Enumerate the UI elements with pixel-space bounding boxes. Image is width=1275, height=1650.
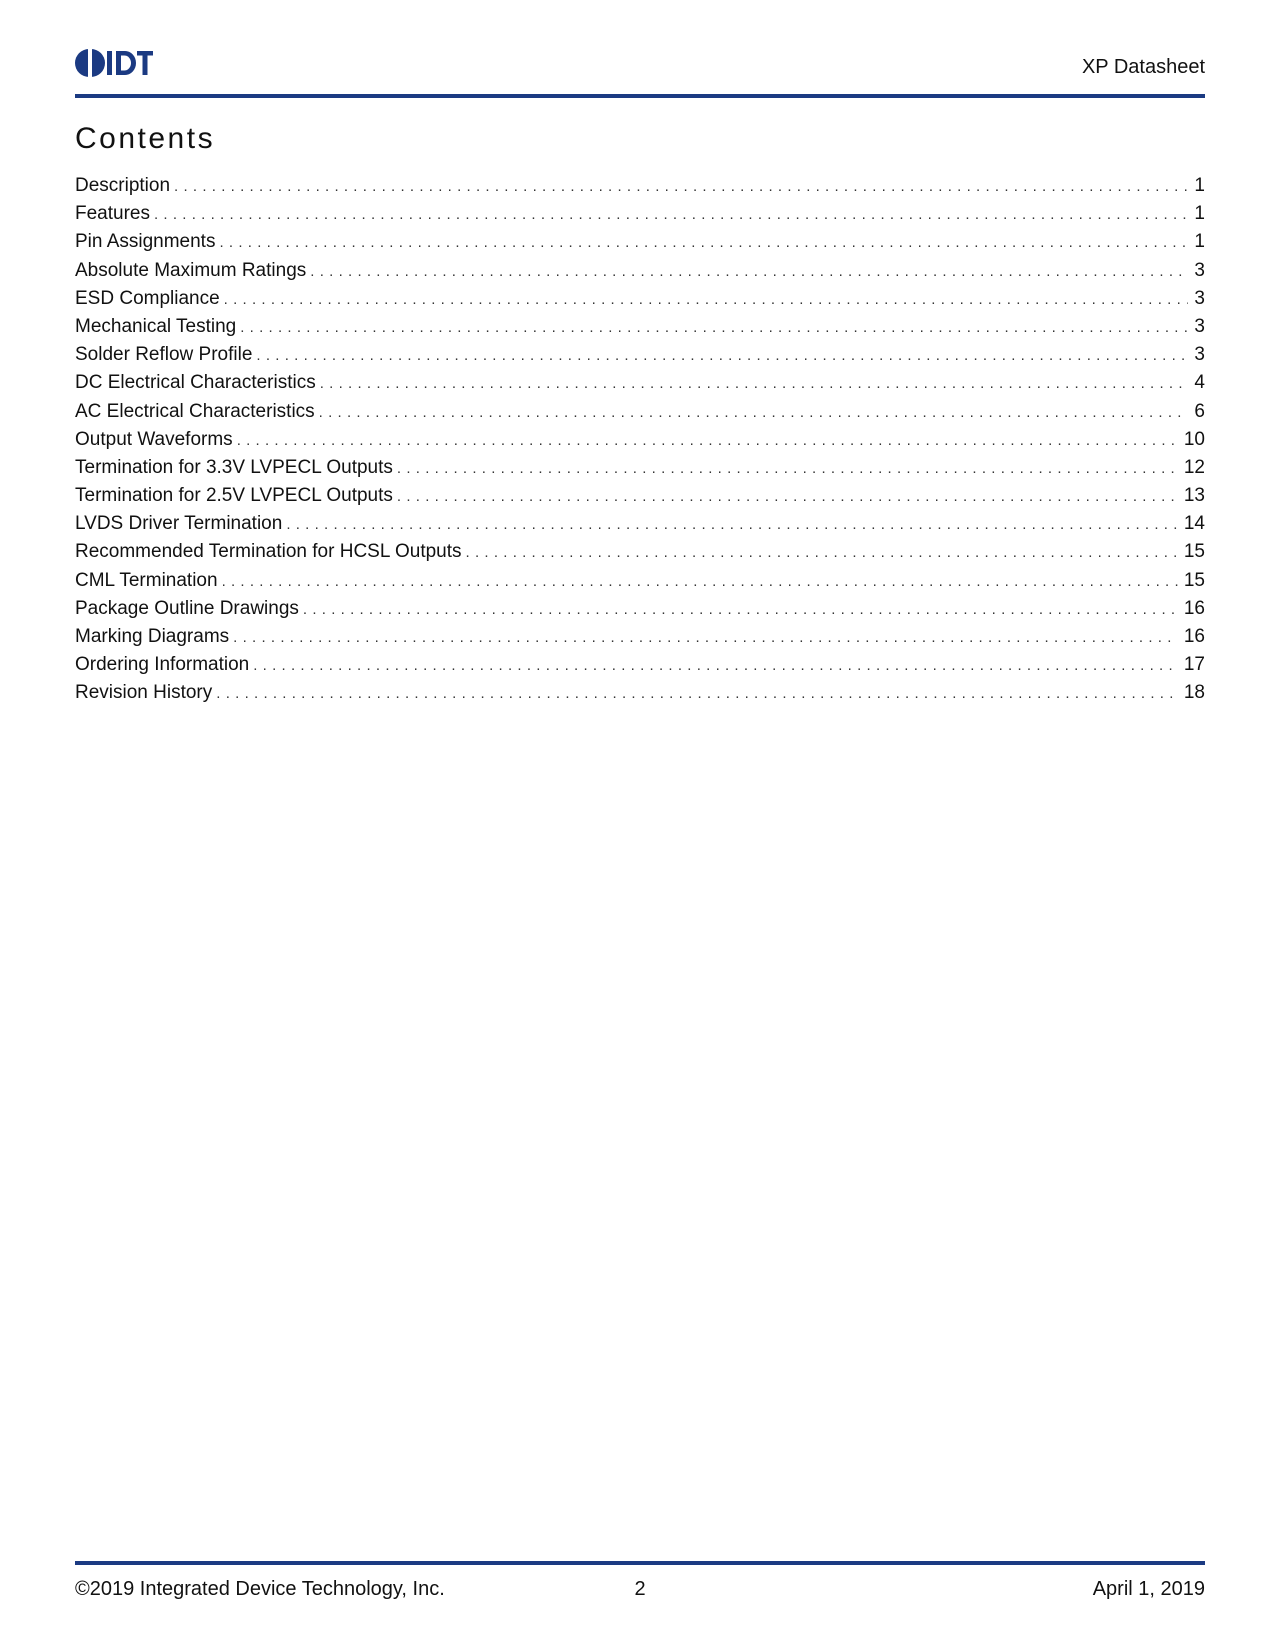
toc-entry-page[interactable]: 13 xyxy=(1183,485,1205,507)
toc-leader-dots xyxy=(240,314,1188,341)
toc-entry[interactable] xyxy=(75,679,1205,707)
toc-leader-dots xyxy=(222,568,1178,595)
toc-entry[interactable] xyxy=(75,257,1205,285)
page-header xyxy=(75,44,1205,98)
toc-entry-page[interactable]: 18 xyxy=(1183,682,1205,704)
toc-leader-dots xyxy=(174,173,1188,200)
toc-entry-label[interactable]: ESD Compliance xyxy=(75,285,224,313)
toc-entry[interactable] xyxy=(75,172,1205,200)
toc-entry-page[interactable]: 3 xyxy=(1194,315,1205,337)
toc-leader-dots xyxy=(224,286,1189,313)
toc-entry-page[interactable]: 3 xyxy=(1194,287,1205,309)
contents-heading: Contents xyxy=(75,122,216,155)
toc-entry-label[interactable]: Ordering Information xyxy=(75,651,253,679)
toc-leader-dots xyxy=(303,596,1178,623)
toc-entry-label[interactable]: Marking Diagrams xyxy=(75,623,233,651)
toc-entry[interactable] xyxy=(75,595,1205,623)
toc-leader-dots xyxy=(397,455,1178,482)
toc-entry-label[interactable]: Mechanical Testing xyxy=(75,313,240,341)
document-title: XP Datasheet xyxy=(1081,56,1205,78)
toc-entry[interactable] xyxy=(75,341,1205,369)
toc-entry-label[interactable]: LVDS Driver Termination xyxy=(75,510,286,538)
footer-page-number: 2 xyxy=(634,1578,646,1600)
idt-logo-icon xyxy=(75,47,155,79)
toc-entry[interactable] xyxy=(75,538,1205,566)
toc-entry-page[interactable]: 16 xyxy=(1183,597,1205,619)
toc-leader-dots xyxy=(216,680,1178,707)
toc-leader-dots xyxy=(233,624,1178,651)
toc-entry[interactable] xyxy=(75,426,1205,454)
toc-entry-page[interactable]: 14 xyxy=(1183,513,1205,535)
toc-leader-dots xyxy=(320,370,1189,397)
toc-entry-label[interactable]: Pin Assignments xyxy=(75,228,219,256)
toc-leader-dots xyxy=(237,427,1178,454)
toc-entry-page[interactable]: 1 xyxy=(1194,203,1205,225)
toc-entry-label[interactable]: AC Electrical Characteristics xyxy=(75,398,319,426)
toc-entry-label[interactable]: Revision History xyxy=(75,679,216,707)
toc-entry-page[interactable]: 12 xyxy=(1183,456,1205,478)
toc-leader-dots xyxy=(154,201,1188,228)
toc-entry-page[interactable]: 17 xyxy=(1183,654,1205,676)
toc-entry-label[interactable]: Solder Reflow Profile xyxy=(75,341,256,369)
toc-entry[interactable] xyxy=(75,567,1205,595)
toc-entry-page[interactable]: 6 xyxy=(1194,400,1205,422)
toc-entry[interactable] xyxy=(75,369,1205,397)
toc-entry-label[interactable]: Features xyxy=(75,200,154,228)
header-divider xyxy=(75,94,1205,98)
toc-entry-page[interactable]: 10 xyxy=(1183,428,1205,450)
toc-leader-dots xyxy=(286,511,1178,538)
toc-entry[interactable] xyxy=(75,200,1205,228)
table-of-contents xyxy=(75,172,1205,708)
toc-leader-dots xyxy=(256,342,1188,369)
toc-entry-page[interactable]: 15 xyxy=(1183,541,1205,563)
toc-leader-dots xyxy=(253,652,1178,679)
toc-entry-page[interactable]: 3 xyxy=(1194,344,1205,366)
toc-entry[interactable] xyxy=(75,482,1205,510)
toc-entry-label[interactable]: CML Termination xyxy=(75,567,222,595)
toc-entry-page[interactable]: 1 xyxy=(1194,231,1205,253)
toc-entry[interactable] xyxy=(75,651,1205,679)
idt-logo xyxy=(75,46,155,80)
footer-divider xyxy=(75,1561,1205,1565)
toc-entry-page[interactable]: 4 xyxy=(1194,372,1205,394)
toc-entry[interactable] xyxy=(75,228,1205,256)
toc-leader-dots xyxy=(397,483,1178,510)
toc-leader-dots xyxy=(310,258,1188,285)
toc-entry-label[interactable]: Recommended Termination for HCSL Outputs xyxy=(75,538,466,566)
toc-entry[interactable] xyxy=(75,510,1205,538)
footer-date: April 1, 2019 xyxy=(1092,1578,1205,1600)
toc-entry[interactable] xyxy=(75,454,1205,482)
toc-leader-dots xyxy=(319,399,1189,426)
toc-entry-label[interactable]: Termination for 2.5V LVPECL Outputs xyxy=(75,482,397,510)
footer-copyright: ©2019 Integrated Device Technology, Inc. xyxy=(75,1578,445,1600)
page-footer xyxy=(75,1578,1205,1608)
toc-entry-page[interactable]: 15 xyxy=(1183,569,1205,591)
toc-entry-label[interactable]: Absolute Maximum Ratings xyxy=(75,257,310,285)
toc-entry-page[interactable]: 3 xyxy=(1194,259,1205,281)
toc-entry-label[interactable]: DC Electrical Characteristics xyxy=(75,369,320,397)
toc-entry-page[interactable]: 16 xyxy=(1183,626,1205,647)
toc-entry-label[interactable]: Description xyxy=(75,172,174,200)
toc-leader-dots xyxy=(219,229,1188,256)
toc-entry[interactable] xyxy=(75,285,1205,313)
toc-entry[interactable] xyxy=(75,623,1205,651)
toc-entry-label[interactable]: Output Waveforms xyxy=(75,426,237,454)
toc-leader-dots xyxy=(466,539,1178,566)
toc-entry-label[interactable]: Termination for 3.3V LVPECL Outputs xyxy=(75,454,397,482)
toc-entry[interactable] xyxy=(75,398,1205,426)
toc-entry-label[interactable]: Package Outline Drawings xyxy=(75,595,303,623)
toc-entry[interactable] xyxy=(75,313,1205,341)
toc-entry-page[interactable]: 1 xyxy=(1194,175,1205,196)
